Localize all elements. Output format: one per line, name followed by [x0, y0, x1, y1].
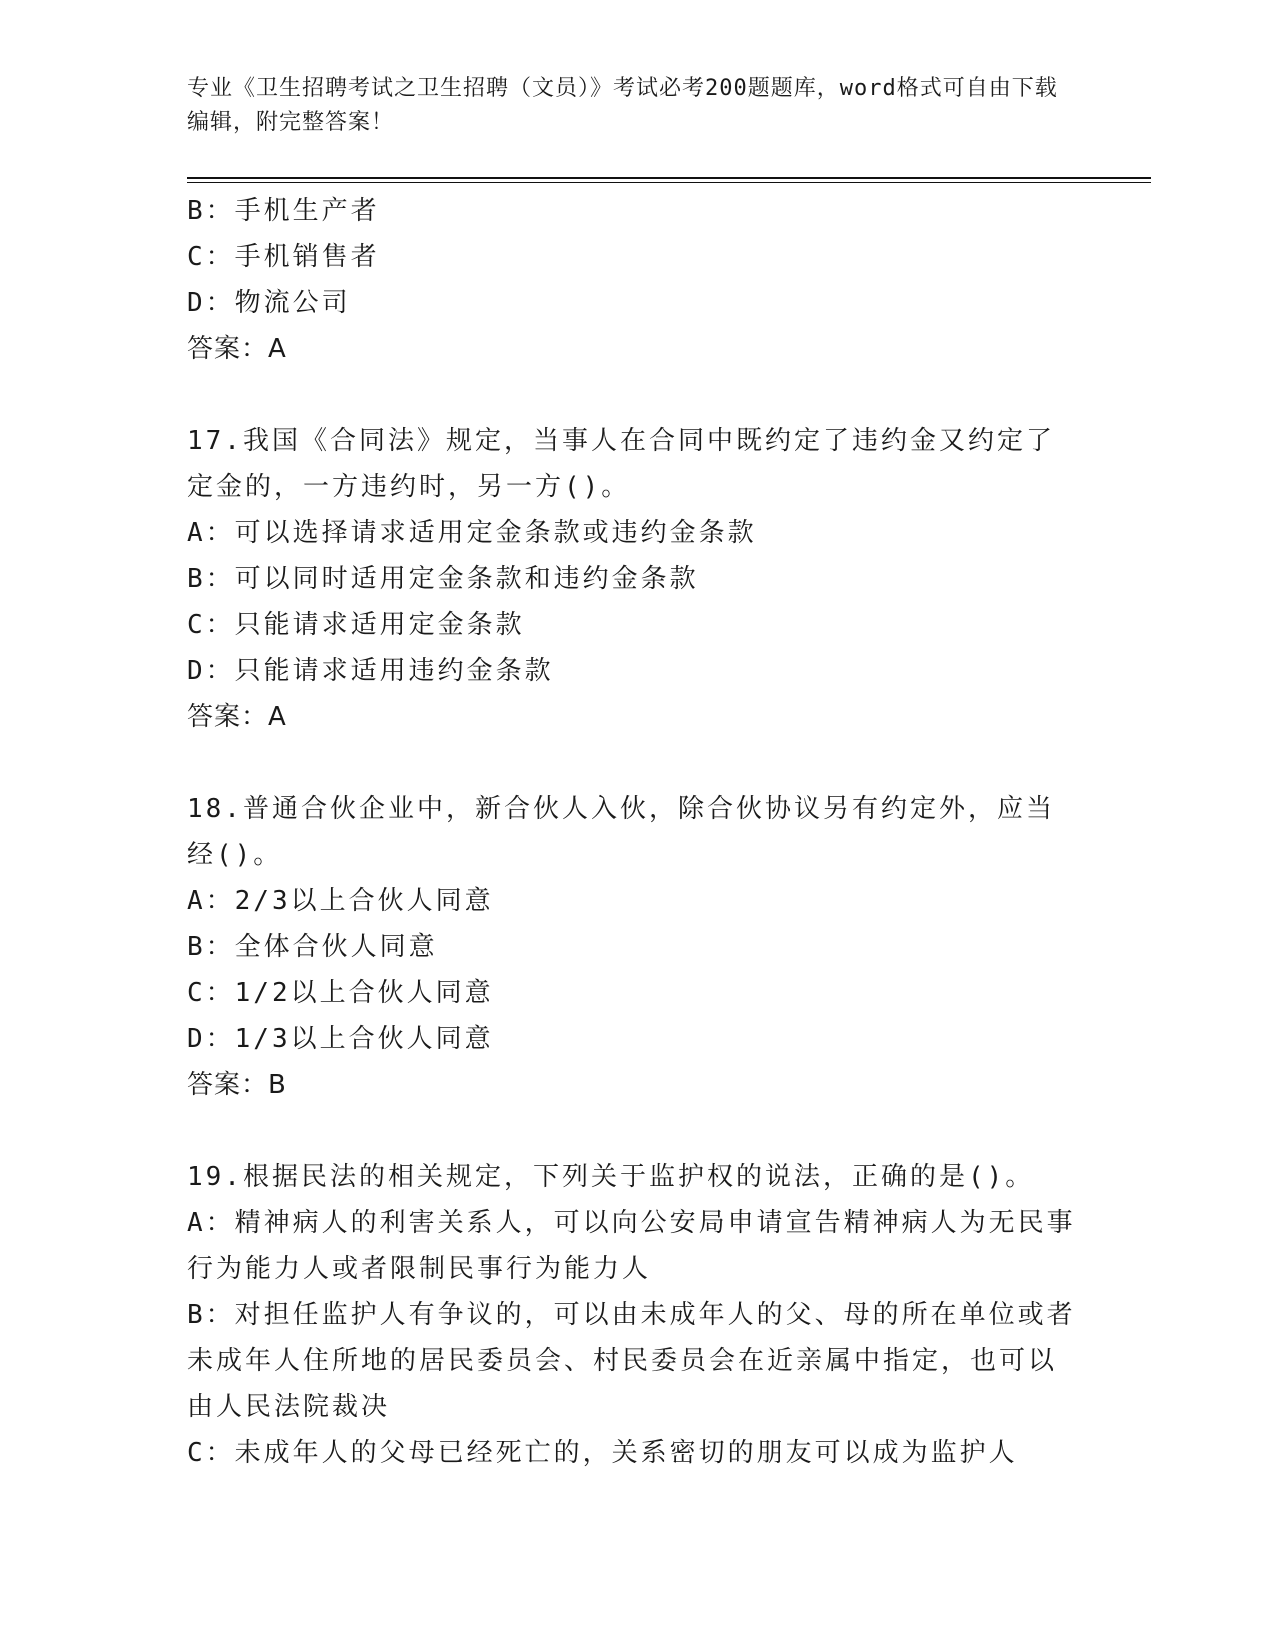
option-c: C：1/2以上合伙人同意 — [187, 978, 494, 1008]
option-b: B：对担任监护人有争议的，可以由未成年人的父、母的所在单位或者未成年人住所地的居民委员会、村民委员会在近亲属中指定，也可以由人民法院裁决 — [187, 1300, 1076, 1422]
option-b: B：可以同时适用定金条款和违约金条款 — [187, 564, 699, 594]
question-17 — [187, 418, 1077, 740]
question-stem: 18.普通合伙企业中，新合伙人入伙，除合伙协议另有约定外，应当经()。 — [187, 794, 1055, 870]
option-d: D：物流公司 — [187, 288, 351, 318]
option-c: C：未成年人的父母已经死亡的，关系密切的朋友可以成为监护人 — [187, 1438, 1018, 1468]
answer-line: 答案：A — [187, 334, 287, 364]
question-stem: 17.我国《合同法》规定，当事人在合同中既约定了违约金又约定了定金的，一方违约时，另一方()。 — [187, 426, 1055, 502]
question-content — [187, 188, 1077, 1476]
option-a: A：2/3以上合伙人同意 — [187, 886, 494, 916]
option-c: C：手机销售者 — [187, 242, 380, 272]
question-stem: 19.根据民法的相关规定，下列关于监护权的说法，正确的是()。 — [187, 1162, 1035, 1192]
option-d: D：1/3以上合伙人同意 — [187, 1024, 494, 1054]
answer-line: 答案：B — [187, 1070, 287, 1100]
question-16-continued — [187, 188, 1077, 372]
header-rule-thick — [187, 177, 1151, 179]
spacer — [187, 740, 1077, 786]
option-c: C：只能请求适用定金条款 — [187, 610, 525, 640]
option-a: A：精神病人的利害关系人，可以向公安局申请宣告精神病人为无民事行为能力人或者限制民事行为能力人 — [187, 1208, 1076, 1284]
spacer — [187, 372, 1077, 418]
option-b: B：手机生产者 — [187, 196, 380, 226]
answer-line: 答案：A — [187, 702, 287, 732]
page-header-text: 专业《卫生招聘考试之卫生招聘（文员）》考试必考200题题库，word格式可自由下载编辑，附完整答案！ — [187, 76, 1058, 135]
spacer — [187, 1108, 1077, 1154]
option-d: D：只能请求适用违约金条款 — [187, 656, 554, 686]
option-a: A：可以选择请求适用定金条款或违约金条款 — [187, 518, 757, 548]
header-rule-thin — [187, 182, 1151, 183]
question-19 — [187, 1154, 1077, 1476]
option-b: B：全体合伙人同意 — [187, 932, 438, 962]
question-18 — [187, 786, 1077, 1108]
